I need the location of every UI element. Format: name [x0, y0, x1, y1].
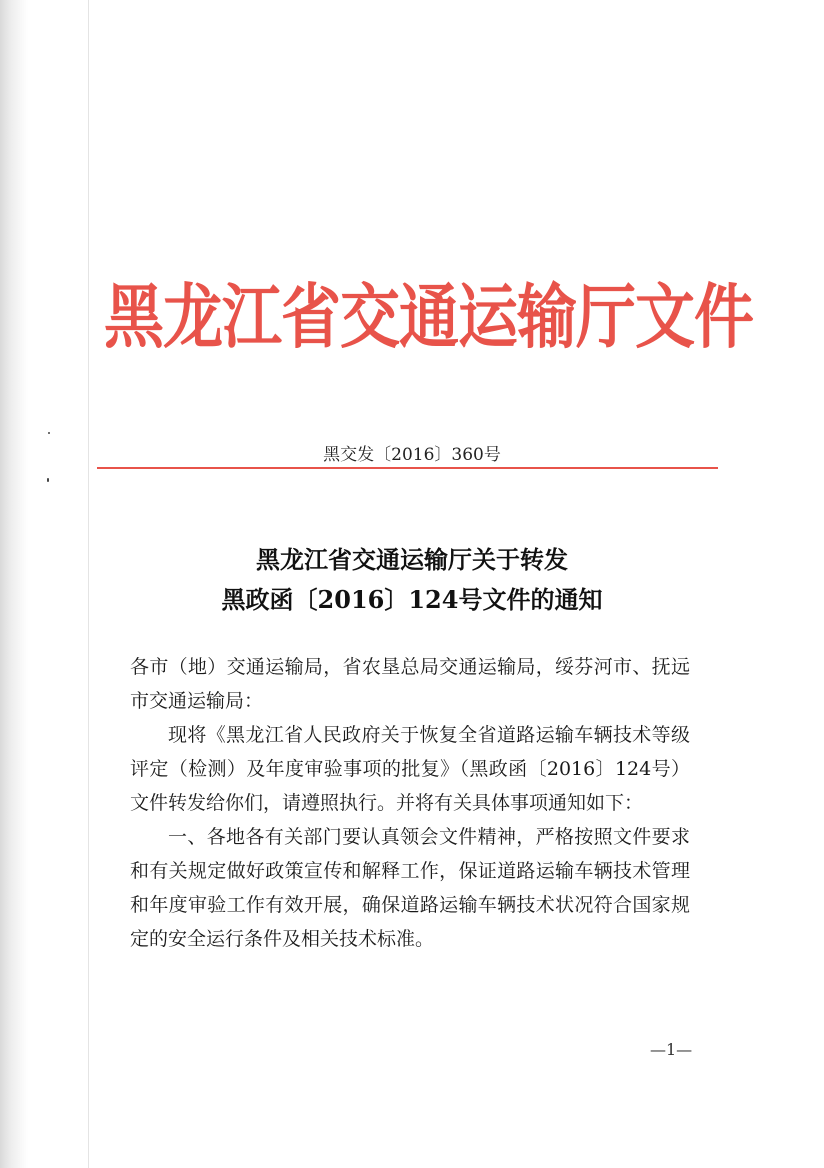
notice-title-line-2: 黑政函〔2016〕124号文件的通知 [221, 585, 603, 614]
notice-body [130, 650, 690, 956]
red-divider-line [97, 467, 718, 469]
addressee-paragraph: 各市（地）交通运输局，省农垦总局交通运输局，绥芬河市、抚远市交通运输局： [130, 656, 690, 712]
scan-speck [47, 478, 49, 482]
body-paragraph-1: 现将《黑龙江省人民政府关于恢复全省道路运输车辆技术等级评定（检测）及年度审验事项的批复》（黑政函〔2016〕124号）文件转发给你们，请遵照执行。并将有关具体事项通知如下： [130, 724, 690, 814]
notice-title [0, 540, 824, 620]
document-number: 黑交发〔2016〕360号 [323, 445, 501, 465]
notice-title-line-1: 黑龙江省交通运输厅关于转发 [256, 545, 568, 574]
page-number: —1— [650, 1040, 693, 1059]
body-paragraph-2: 一、各地各有关部门要认真领会文件精神，严格按照文件要求和有关规定做好政策宣传和解释工作，保证道路运输车辆技术管理和年度审验工作有效开展，确保道路运输车辆技术状况符合国家规定的安全运行条件及相关技术标准。 [130, 826, 690, 950]
organization-header: 黑龙江省交通运输厅文件 [104, 277, 753, 359]
scan-speck [48, 432, 50, 434]
